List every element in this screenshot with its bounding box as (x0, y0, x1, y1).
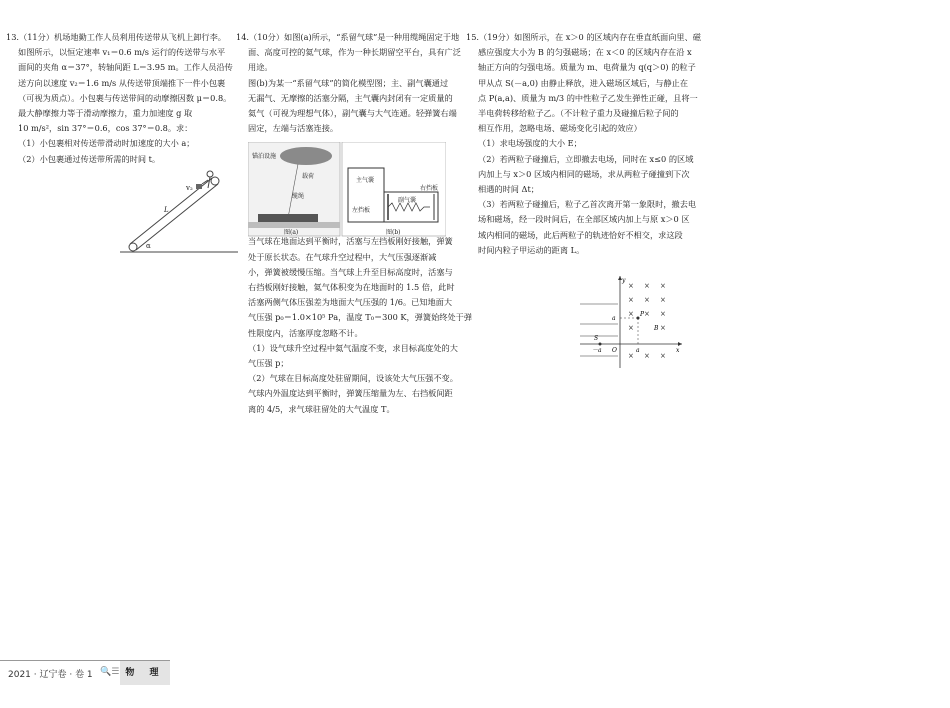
q15-line: 甲从点 S(－a,0) 由静止释放，进入磁场区域后，与静止在 (478, 77, 689, 88)
q13-line: 10 m/s²，sin 37°＝0.6，cos 37°＝0.8。求： (18, 123, 193, 134)
svg-text:×: × (660, 282, 666, 290)
q15-line: （3）若两粒子碰撞后，粒子乙首次离开第一象限时，撤去电 (478, 199, 697, 210)
q14-line: 用途。 (248, 62, 273, 73)
s-label: S (594, 335, 599, 342)
q13-line: 面间的夹角 α＝37°，转轴间距 L＝3.95 m。工作人员沿传 (18, 62, 233, 73)
svg-text:×: × (628, 296, 634, 304)
subject-label: 物 理 (120, 661, 170, 685)
sea-photo (248, 222, 340, 228)
q14-line: 处于原长状态。在气球升空过程中，大气压强逐渐减 (248, 251, 437, 262)
p-label: P (640, 311, 645, 318)
package (196, 184, 202, 189)
q14-line: 固定，左端与活塞连接。 (248, 123, 339, 134)
q13-line: 最大静摩擦力等于滑动摩擦力，重力加速度 g 取 (18, 108, 193, 119)
svg-text:×: × (660, 296, 666, 304)
point-s (599, 343, 602, 346)
q15-line: 时间内粒子甲运动的距离 L。 (478, 244, 585, 255)
search-list-icon: 🔍☰ (100, 667, 120, 677)
fig-a-text2: 载荷 (302, 173, 315, 180)
field-figure (576, 274, 686, 370)
x-arrow (678, 342, 682, 346)
q14-line: 图(b)为某一“系留气球”的简化模型图；主、副气囊通过 (248, 77, 449, 88)
angle-label: α (146, 242, 151, 250)
b-label: B (654, 325, 659, 332)
neg-a-label: －a (592, 347, 602, 354)
q15-line: 半电荷转移给粒子乙。（不计粒子重力及碰撞后粒子间的 (478, 108, 679, 119)
q14-line: （2）气球在目标高度处驻留期间，设该处大气压强不变。 (248, 373, 458, 384)
q15-line: 场和磁场，经一段时间后，在全部区域内加上与原 x＞0 区 (478, 214, 690, 225)
q15-line: 相遇的时间 Δt； (478, 184, 539, 195)
q14-line: 离的 4/5，求气球驻留处的大气温度 T。 (248, 403, 395, 414)
svg-text:×: × (644, 282, 650, 290)
q13-line: 如图所示，以恒定速率 v₁＝0.6 m/s 运行的传送带与水平 (18, 47, 226, 58)
q15-line: 内加上与 x＞0 区域内相同的磁场，求从两粒子碰撞到下次 (478, 168, 690, 179)
q13-line: （2）小包裹通过传送带所需的时间 t。 (18, 153, 161, 164)
q13-line: （可视为质点）。小包裹与传送带间的动摩擦因数 μ＝0.8。 (18, 92, 232, 103)
balloon-photo-icon (280, 147, 332, 165)
page-footer (0, 660, 170, 685)
fig-a-text3: 缆绳 (292, 193, 305, 200)
y-label: y (622, 277, 626, 284)
a-label-y: a (612, 315, 616, 322)
svg-text:×: × (644, 310, 650, 318)
svg-text:×: × (628, 324, 634, 332)
q13-line: （1）小包裹相对传送带滑动时加速度的大小 a； (18, 138, 195, 149)
length-label: L (164, 206, 169, 214)
fig-b-text2: 副气囊 (398, 197, 417, 204)
svg-text:×: × (660, 310, 666, 318)
fig-a-label: 图(a) (284, 229, 299, 236)
q15-line: 域内相同的磁场，此后两粒子的轨迹恰好不相交，求这段 (478, 229, 683, 240)
q14-line: 气压强 p₀＝1.0×10⁵ Pa，温度 T₀＝300 K，弹簧始终处于弹 (248, 312, 473, 323)
q14-line: 右挡板刚好接触，氦气体积变为在地面时的 1.5 倍，此时 (248, 282, 455, 293)
fig-b-text1: 主气囊 (356, 177, 375, 184)
q14-line: （1）设气球升空过程中氦气温度不变，求目标高度处的大 (248, 342, 458, 353)
q14-line: 小，弹簧被缓慢压缩。当气球上升至目标高度时，活塞与 (248, 266, 453, 277)
balloon-figures (248, 142, 446, 238)
svg-text:×: × (660, 324, 666, 332)
q14-line: 无漏气、无摩擦的活塞分隔，主气囊内封闭有一定质量的 (248, 92, 453, 103)
q15-line: 感应强度大小为 B 的匀强磁场；在 x＜0 的区域内存在沿 x (478, 47, 692, 58)
q15-line: 点 P(a,a)、质量为 m/3 的中性粒子乙发生弹性正碰，且将一 (478, 92, 698, 103)
svg-text:×: × (628, 310, 634, 318)
origin-label: O (612, 347, 617, 354)
svg-text:×: × (628, 352, 634, 360)
a-label-x: a (636, 347, 640, 354)
q14-line: 氦气（可视为理想气体），副气囊与大气连通。轻弹簧右端 (248, 108, 457, 119)
svg-text:×: × (628, 282, 634, 290)
q15-line: 轴正方向的匀强电场。质量为 m、电荷量为 q(q＞0) 的粒子 (478, 62, 696, 73)
fig-b-text3: 左挡板 (352, 207, 371, 214)
worker-icon (207, 171, 213, 177)
question-13 (6, 30, 234, 167)
belt-lower (136, 184, 218, 250)
q15-line: 相互作用，忽略电场、磁场变化引起的效应） (478, 123, 642, 134)
q14-line: 气压强 p； (248, 358, 289, 369)
q13-line: 13.（11分）机场地勤工作人员利用传送带从飞机上卸行李。 (6, 32, 226, 42)
fig-a-text1: 锚泊设施 (252, 153, 277, 160)
q15-line: 15.（19分）如图所示，在 x＞0 的区域内存在垂直纸面向里、磁 (466, 32, 701, 42)
conveyor-figure (120, 168, 240, 254)
q15-line: （1）求电场强度的大小 E； (478, 138, 582, 149)
x-label: x (676, 347, 680, 354)
q13-line: 送方向以速度 v₂＝1.6 m/s 从传送带顶端推下一件小包裹 (18, 77, 226, 88)
q14-line: 气球内外温度达到平衡时，弹簧压缩量为左、右挡板间距 (248, 388, 453, 399)
fig-b-text4: 右挡板 (420, 185, 439, 192)
svg-text:×: × (644, 352, 650, 360)
q14-line: 活塞两侧气体压强差为地面大气压强的 1/6。已知地面大 (248, 297, 453, 308)
svg-text:×: × (644, 296, 650, 304)
b-field-crosses (628, 282, 666, 360)
q15-line: （2）若两粒子碰撞后，立即撤去电场，同时在 x≤0 的区域 (478, 153, 694, 164)
fig-b-label: 图(b) (386, 229, 401, 236)
v2-label: v₂ (186, 184, 193, 192)
svg-text:×: × (660, 352, 666, 360)
q14-line: 面、高度可控的氦气球，作为一种长期留空平台，具有广泛 (248, 47, 461, 58)
bottom-roller (129, 243, 137, 251)
question-15 (466, 30, 701, 258)
q14-line: 14.（10分）如图(a)所示，“系留气球”是一种用缆绳固定于地 (236, 32, 460, 42)
exam-tag: 2021 · 辽宁卷 · 卷 1 (8, 670, 93, 680)
q14-line: 当气球在地面达到平衡时，活塞与左挡板刚好接触，弹簧 (248, 236, 453, 247)
top-roller (211, 177, 219, 185)
q14-line: 性限度内，活塞厚度忽略不计。 (248, 327, 363, 338)
